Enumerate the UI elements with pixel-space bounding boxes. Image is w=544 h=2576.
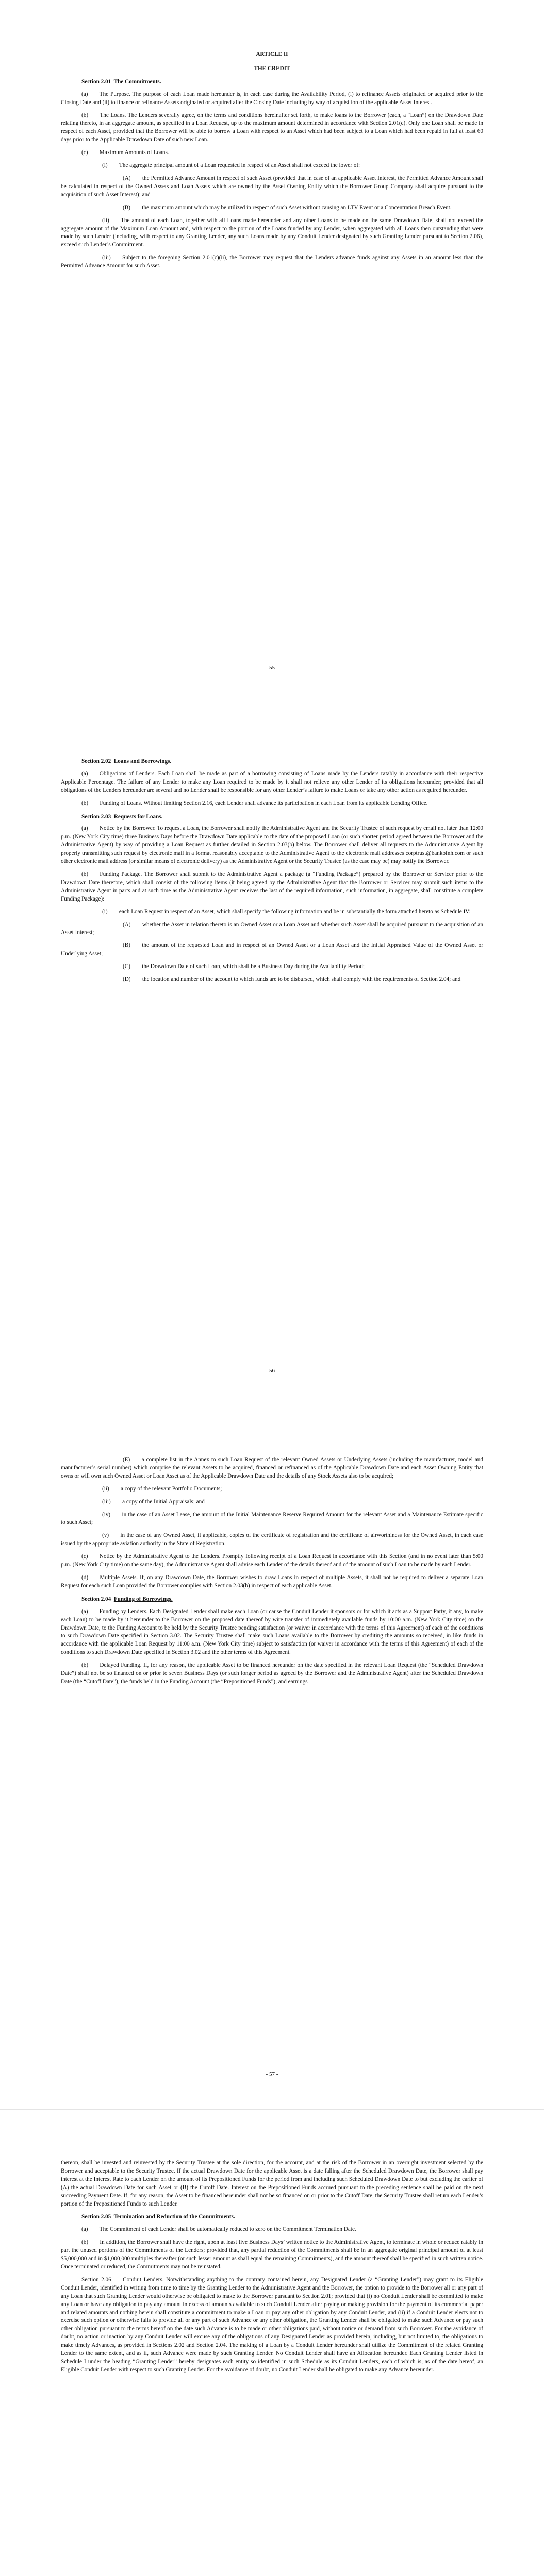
section-2-04-heading — [81, 1596, 483, 1604]
paragraph-notice-by-borrower: (a) Notice by the Borrower. To request a Loan, the Borrower shall notify the Administrative Agent and the Security Trustee of such request by email not later than 12:00 p.m. (New York City time) three Business Days before the Drawdown Date applicable to the date of the proposed Loan (or such shorter period agreed between the Borrower and the Administrative Agent) by way of providing a Loan Request as further detailed in Section 2.03(b) below. The Borrower shall deliver all requests to the Administrative Agent by properly transmitting such request by electronic mail in a format reasonably acceptable to the Administrative Agent to the electronic mail addresses corptrust@bankofnh.com or such other electronic mail address (or similar means of electronic delivery) as the Administrative Agent or the Security Trustee (as the case may be) may notify the Borrower. — [61, 825, 483, 865]
paragraph-b-i-c: (C) the Drawdown Date of such Loan, which shall be a Business Day during the Availability Period; — [123, 963, 365, 970]
section-title: Termination and Reduction of the Commitments. — [113, 2214, 235, 2221]
paragraph-c-iii: (iii) Subject to the foregoing Section 2.01(c)(ii), the Borrower may request that the Lenders advance funds against any Assets in an amount less than the Permitted Advance Amount for such Asset. — [61, 255, 483, 269]
paragraph-c-i-a: (A) the Permitted Advance Amount in respect of such Asset (provided that in case of an applicable Asset Interest, the Permitted Advance Amount shall be calculated in respect of the Owned Assets and Loan Assets which are owned by the Asset Owning Entity which the Borrower Group Company shall acquire pursuant to the acquisition of such Asset Interest); and — [61, 175, 483, 198]
paragraph-c-i-b: (B) the maximum amount which may be utilized in respect of such Asset without causing an LTV Event or a Concentration Breach Event. — [123, 204, 452, 211]
paragraph-maximum-amounts: (c) Maximum Amounts of Loans. — [81, 149, 169, 156]
page-57 — [0, 1406, 544, 2110]
section-title: The Commitments. — [113, 78, 161, 85]
paragraph-purpose: (a) The Purpose. The purpose of each Loan made hereunder is, in each case during the Availability Period, (i) to refinance Assets originated or acquired prior to the Closing Date and (ii) to finance or refinance Assets originated or acquired after the Closing Date including by way of acquisition of the applicable Asset Interest. — [61, 91, 483, 106]
paragraph-obligations-of-lenders: (a) Obligations of Lenders. Each Loan shall be made as part of a borrowing consisting of Loans made by the Lenders ratably in accordance with their respective Applicable Percentage. The failure of any Lender to make any Loan required to be made by it shall not relieve any other Lender of its obligations hereunder; provided that all obligations of the Lenders hereunder are several and no Lender shall be responsible for any other Lender’s failure to make Loans or take any other action as required hereunder. — [61, 770, 483, 793]
paragraph-b-i-a: (A) whether the Asset in relation thereto is an Owned Asset or a Loan Asset and whether such Asset shall be acquired pursuant to the acquisition of an Asset Interest; — [61, 921, 483, 936]
paragraph-b-i-b: (B) the amount of the requested Loan and in respect of an Owned Asset or a Loan Asset and the Initial Appraised Value of the Owned Asset or Underlying Asset; — [61, 942, 483, 957]
paragraph-commitment-reduction-b: (b) In addition, the Borrower shall have the right, upon at least five Business Days’ written notice to the Administrative Agent, to terminate in whole or reduce ratably in part the unused portions of the Commitments of the Lenders; provided that, any partial reduction of the Commitments shall be in an aggregate original principal amount of at least $5,000,000 and in $1,000,000 multiples thereafter (or such lesser amount as shall equal the remaining Commitments), and the amount thereof shall be specified in such written notice. Once terminated or reduced, the Commitments may not be reinstated. — [61, 2239, 483, 2270]
section-2-01-heading — [81, 78, 483, 87]
paragraph-funding-of-loans: (b) Funding of Loans. Without limiting Section 2.16, each Lender shall advance its participation in each Loan from its applicable Lending Office. — [81, 800, 428, 806]
section-number: Section 2.04 — [81, 1596, 111, 1602]
paragraph-c-i: (i) The aggregate principal amount of a Loan requested in respect of an Asset shall not exceed the lower of: — [102, 162, 360, 169]
section-2-05-heading — [81, 2213, 483, 2222]
paragraph-b-v: (v) in the case of any Owned Asset, if applicable, copies of the certificate of registration and the certificate of airworthiness for the Owned Asset, in each case issued by the appropriate aviation authority in the State of Registration. — [61, 1532, 483, 1547]
section-number: Section 2.02 — [81, 758, 111, 765]
page-number: - 55 - — [266, 665, 278, 671]
paragraph-b-iii: (iii) a copy of the Initial Appraisals; and — [102, 1498, 205, 1505]
paragraph-multiple-assets: (d) Multiple Assets. If, on any Drawdown Date, the Borrower wishes to draw Loans in respect of multiple Assets, it shall not be required to deliver a separate Loan Request for each such Loan provided the Borrower complies with Section 2.03(b) in respect of each applicable Asset. — [61, 1574, 483, 1589]
paragraph-b-iv: (iv) in the case of an Asset Lease, the amount of the Initial Maintenance Reserve Required Amount for the relevant Asset and a Maintenance Estimate specific to such Asset; — [61, 1511, 483, 1526]
paragraph-conduit-lenders: Section 2.06 Conduit Lenders. Notwithstanding anything to the contrary contained herein, any Designated Lender (a “Granting Lender”) may grant to its Eligible Conduit Lender, identified in writing from time to time by the Granting Lender to the Administrative Agent and the Borrower, the option to provide to the Borrower all or any part of any Loan that such Granting Lender would otherwise be obligated to make to the Borrower pursuant to Section 2.01; provided that (i) no Conduit Lender shall be committed to make any Loan or have any obligation to pay any amount in excess of amounts available to such Conduit Lender after paying or making provision for the payment of its commercial paper and related amounts and nothing herein shall constitute a commitment to make a Loan or pay any other obligation by any Conduit Lender, and (ii) if a Conduit Lender elects not to exercise such option or otherwise fails to provide all or any part of such Advance or any other obligation, the Granting Lender shall be obligated to make such Advance or pay such other obligation pursuant to the terms hereof on the date such Advance is to be made or other obligations paid, without notice or demand from such Borrower. For the avoidance of doubt, no action or inaction by any Conduit Lender will excuse any of the obligations of any Designated Lender as provided herein, including, but not limited to, the obligations to make timely Advances, as provided in Sections 2.02 and Section 2.04. The making of a Loan by a Conduit Lender hereunder shall utilize the Commitment of the related Granting Lender to the same extent, and as if, such Advance were made by such Granting Lender. No Conduit Lender shall have an Allocation hereunder. Each Granting Lender listed in Schedule I under the heading “Granting Lender” hereby designates each entity so identified in such Schedule as its Conduit Lenders, each of which is, as of the date hereof, an Eligible Conduit Lender with respect to such Granting Lender. For the avoidance of doubt, no Conduit Lender shall be obligated to make any Advance hereunder. — [61, 2276, 483, 2373]
page-55 — [0, 0, 544, 703]
section-title: Requests for Loans. — [113, 813, 163, 820]
section-2-03-heading — [81, 813, 483, 821]
page-number: - 56 - — [266, 1368, 278, 1375]
paragraph-commitment-reduction-a: (a) The Commitment of each Lender shall be automatically reduced to zero on the Commitment Termination Date. — [81, 2226, 356, 2233]
article-title: THE CREDIT — [254, 65, 290, 72]
section-number: Section 2.03 — [81, 813, 111, 820]
section-number: Section 2.05 — [81, 2214, 111, 2221]
page-56 — [0, 703, 544, 1406]
section-title: Funding of Borrowings. — [113, 1596, 173, 1602]
paragraph-delayed-funding-continued: thereon, shall be invested and reinvested by the Security Trustee at the sole direction, for the account, and at the risk of the Borrower in an overnight investment selected by the Borrower and acceptable to the Security Trustee. If the actual Drawdown Date for the applicable Asset is a date falling after the Scheduled Drawdown Date, the Borrower shall pay interest at the Interest Rate to each Lender on the amount of its Prepositioned Funds for the period from and including such Scheduled Drawdown Date to but excluding the earlier of (A) the actual Drawdown Date for such Asset or (B) the Cutoff Date. Interest on the Prepositioned Funds accrued pursuant to the preceding sentence shall be paid on the next succeeding Payment Date. If, for any reason, the Asset to be financed hereunder shall not be so financed on or prior to the Cutoff Date, the Security Trustee shall return each Lender’s portion of the Prepositioned Funds to such Lender. — [61, 2160, 483, 2207]
paragraph-b-i-e: (E) a complete list in the Annex to such Loan Request of the relevant Owned Assets or Underlying Assets (including the manufacturer, model and manufacturer’s serial number) which comprise the relevant Assets to be acquired, financed or refinanced as of the Applicable Drawdown Date and each Asset Owning Entity that owns or will own such Owned Asset or Loan Asset as of the Applicable Drawdown Date and the details of any Stock Assets also to be acquired; — [61, 1456, 483, 1479]
paragraph-loans: (b) The Loans. The Lenders severally agree, on the terms and conditions hereinafter set forth, to make loans to the Borrower (each, a “Loan”) on the Drawdown Date relating thereto, in an aggregate amount, as specified in a Loan Request, up to the maximum amount determined in accordance with Section 2.01(c). Only one Loan shall be made in respect of each Asset, provided that the Borrower will be able to borrow a Loan with respect to an Asset which had been subject to a Loan which had been repaid in full at least 60 days prior to the Applicable Drawdown Date of such new Loan. — [61, 112, 483, 143]
paragraph-delayed-funding: (b) Delayed Funding. If, for any reason, the applicable Asset to be financed hereunder on the date specified in the relevant Loan Request (the “Scheduled Drawdown Date”) shall not be so financed on or prior to seven Business Days (or such longer period as agreed by the Borrower and the Administrative Agent) after the Scheduled Drawdown Date (the “Cutoff Date”), the funds held in the Funding Account (the “Prepositioned Funds”), and earnings — [61, 1662, 483, 1685]
section-title: Loans and Borrowings. — [113, 758, 172, 765]
article-heading: ARTICLE II — [256, 51, 288, 57]
paragraph-b-i-d: (D) the location and number of the account to which funds are to be disbursed, which shall comply with the requirements of Section 2.04; and — [123, 976, 461, 983]
paragraph-b-ii: (ii) a copy of the relevant Portfolio Documents; — [102, 1485, 222, 1492]
paragraph-funding-package: (b) Funding Package. The Borrower shall submit to the Administrative Agent a package (a “Funding Package”) prepared by the Borrower or Servicer prior to the Drawdown Date therefore, which shall consist of the following items (it being agreed by the Administrative Agent that the Borrower or Servicer may submit such items to the Administrative Agent in parts and at such time as the Administrative Agent receives the last of the required information, such information, in aggregate, shall constitute a complete Funding Package): — [61, 871, 483, 902]
section-number: Section 2.01 — [81, 78, 111, 85]
page-number: - 57 - — [266, 2071, 278, 2078]
paragraph-b-i: (i) each Loan Request in respect of an Asset, which shall specify the following information and be in substantially the form attached hereto as Schedule IV: — [102, 908, 471, 915]
paragraph-funding-by-lenders: (a) Funding by Lenders. Each Designated Lender shall make each Loan (or cause the Conduit Lender it sponsors or for which it acts as a Support Party, if any, to make each Loan) to be made by it hereunder to the Borrower on the proposed date thereof by wire transfer of immediately available funds by 10:00 a.m. (New York City time) on the Drawdown Date, to the Funding Account to be held by the Security Trustee pending satisfaction (or waiver in accordance with the terms of this Agreement) of each of the conditions to such Drawdown Date specified in Section 3.02. The Security Trustee shall make such Loans available to the Borrower by crediting the amounts so received, in like funds in accordance with the applicable Loan Request by 11:00 a.m. (New York City time) subject to satisfaction (or waiver in accordance with the terms of this Agreement) of each of the conditions to such Drawdown Date specified in Section 3.02 and the other terms of this Agreement. — [61, 1608, 483, 1656]
page-58 — [0, 2110, 544, 2576]
paragraph-notice-by-agent: (c) Notice by the Administrative Agent to the Lenders. Promptly following receipt of a Loan Request in accordance with this Section (and in no event later than 5:00 p.m. (New York City time) on the same day), the Administrative Agent shall advise each Lender of the details thereof and of the amount of such Loan to be made by each Lender. — [61, 1553, 483, 1568]
section-2-02-heading — [81, 758, 483, 766]
paragraph-c-ii: (ii) The amount of each Loan, together with all Loans made hereunder and any other Loans to be made on the same Drawdown Date, shall not exceed the aggregate amount of the Maximum Loan Amount and, with respect to the portion of the Loans funded by any Lender, when aggregated with all Loans then outstanding that were made by such Lender (including, with respect to any Granting Lender, any such Loans made by any Conduit Lender designated by such Granting Lender pursuant to Section 2.06), exceed such Lender’s Commitment. — [61, 217, 483, 248]
